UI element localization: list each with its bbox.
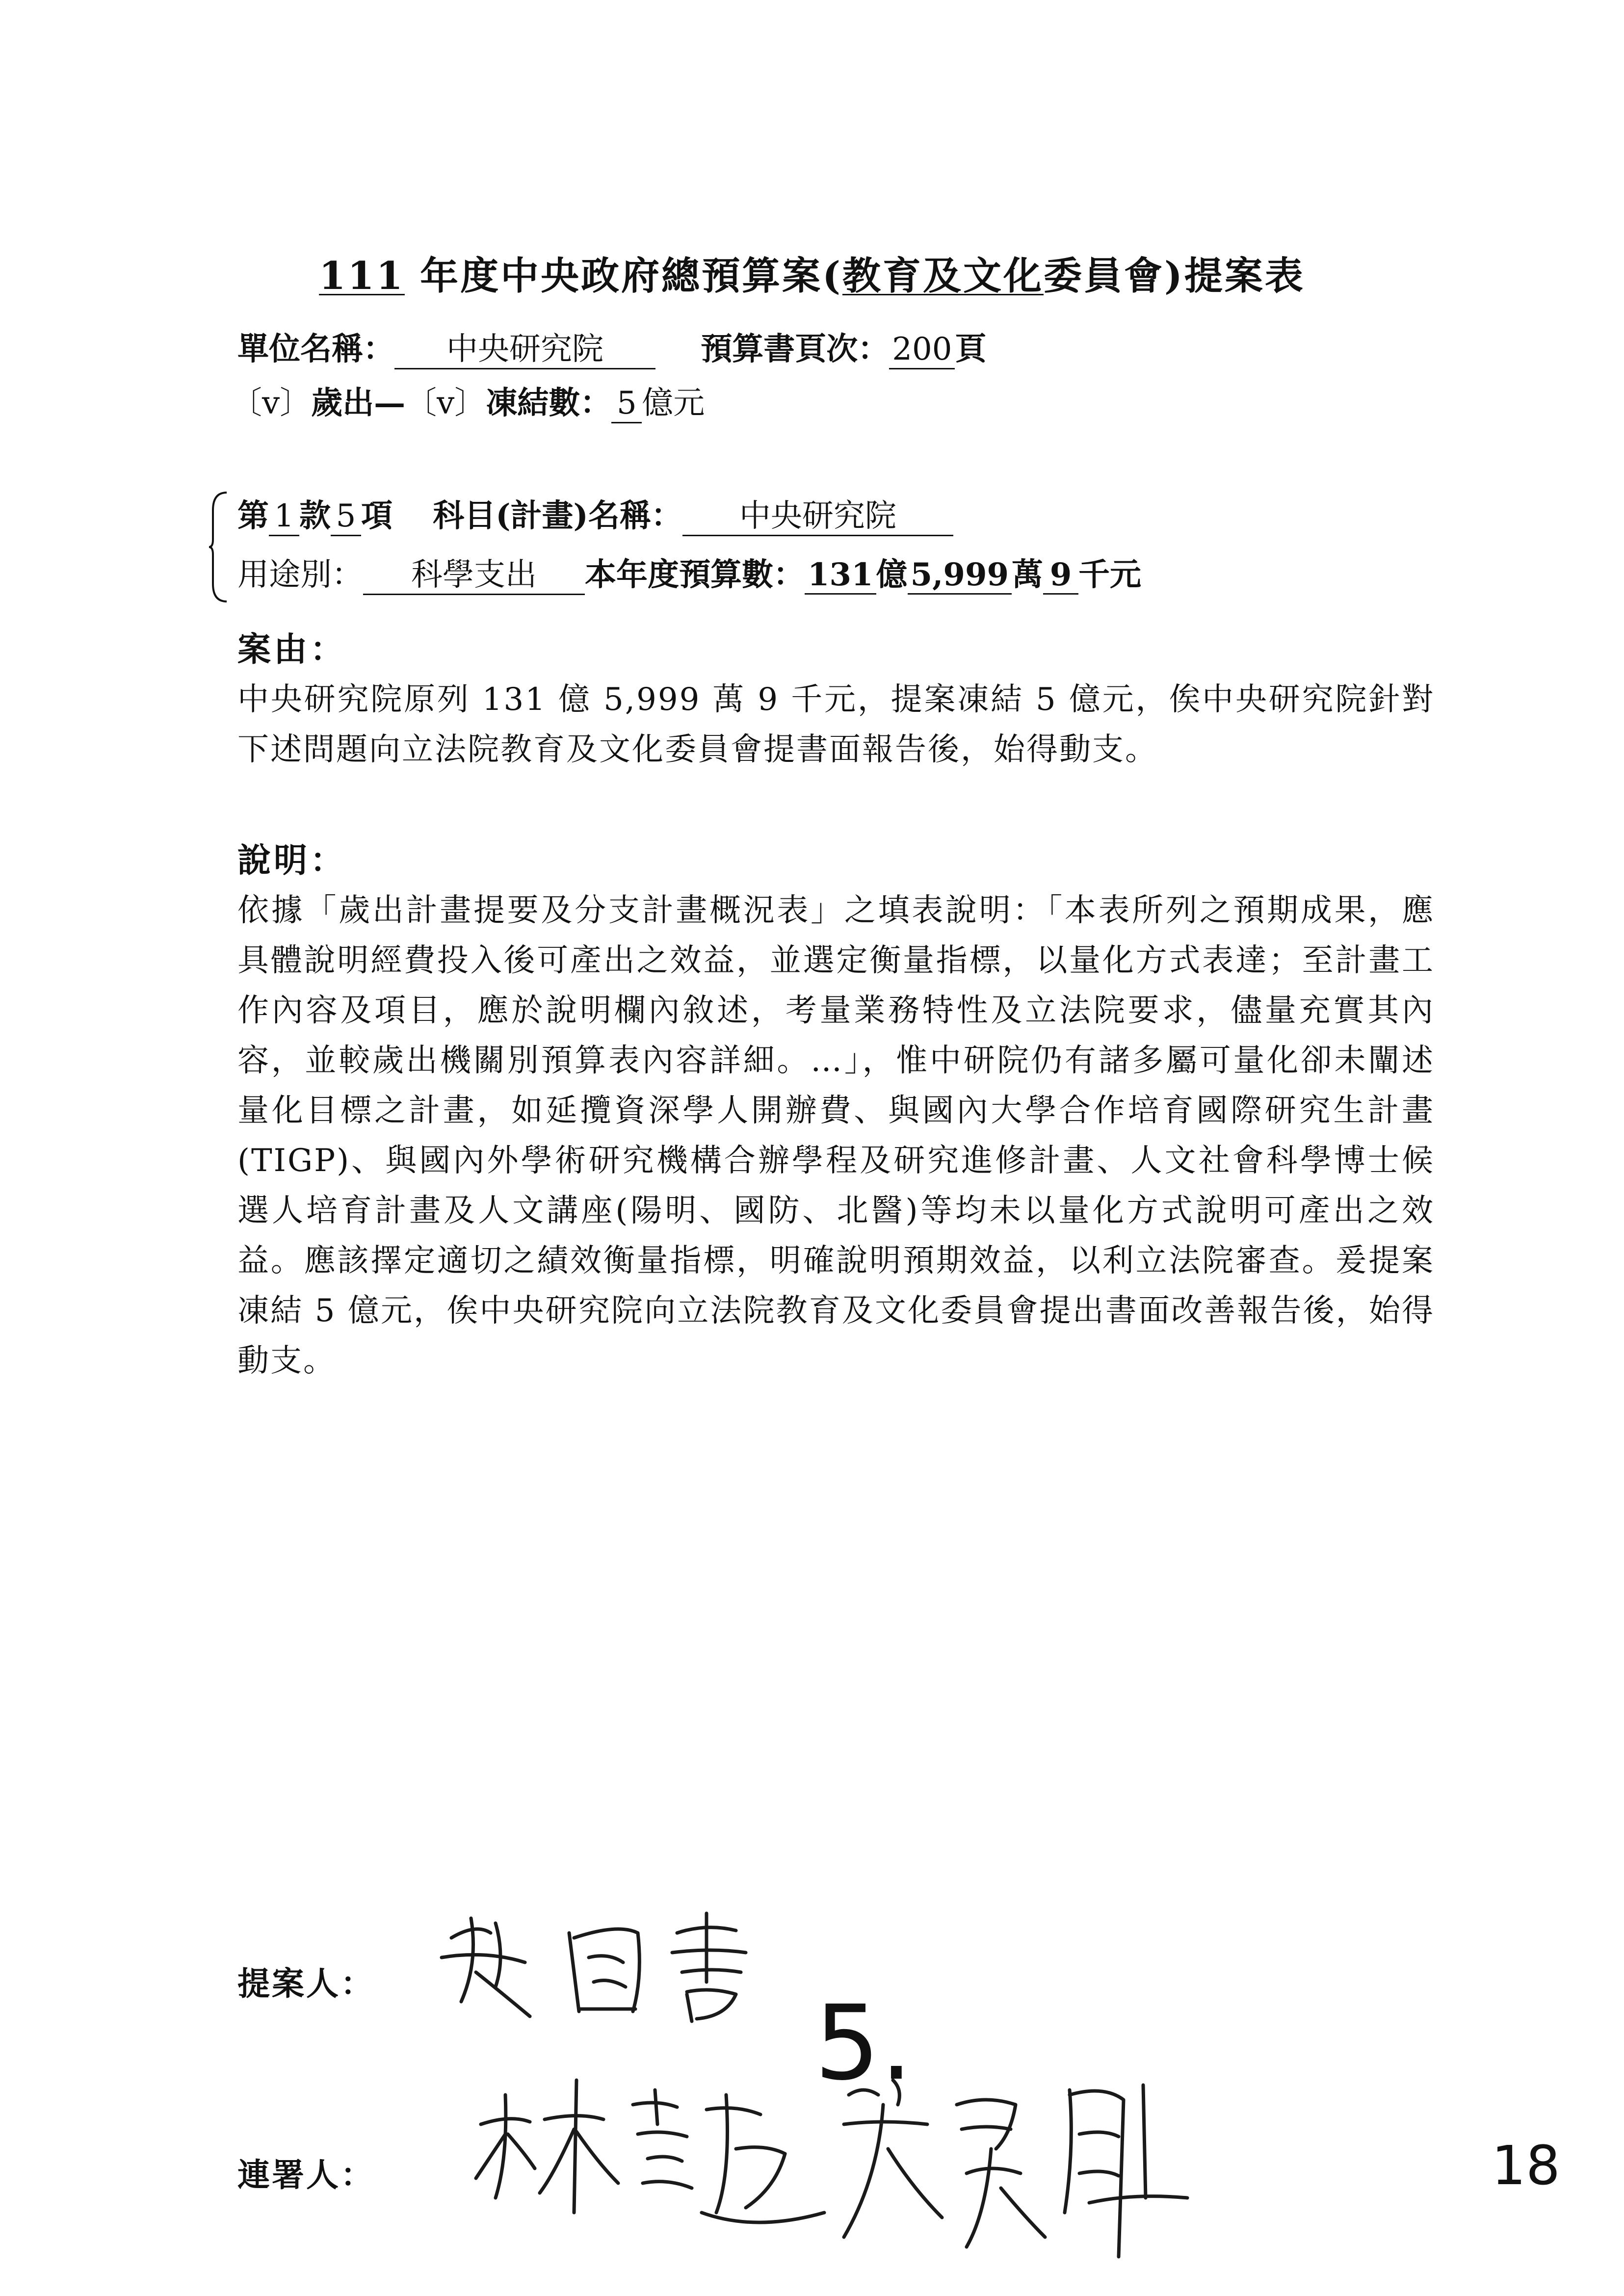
freeze-value: 5 xyxy=(611,386,642,423)
budget-line xyxy=(237,549,1141,595)
proposer-label: 提案人： xyxy=(237,1964,375,2003)
explanation-paragraph: 依據「歲出計畫提要及分支計畫概況表」之填表說明：「本表所列之預期成果，應具體說明經費投入後可產出之效益，並選定衡量指標，以量化方式表達；至計畫工作內容及項目，應於說明欄內敘述，考量業務特性及立法院要求，儘量充實其內容，並較歲出機關別預算表內容詳細。…」，惟中研院仍有諸多屬可量化卻未闡述量化目標之計畫，如延攬資深學人開辦費、與國內大學合作培育國際研究生計畫(TIGP)、與國內外學術研究機構合辦學程及研究進修計畫、人文社會科學博士候選人培育計畫及人文講座(陽明、國防、北醫)等均未以量化方式說明可產出之效益。應該擇定適切之績效衡量指標，明確說明預期效益，以利立法院審查。爰提案凍結 5 億元，俟中央研究院向立法院教育及文化委員會提出書面改善報告後，始得動支。 xyxy=(237,892,1435,1379)
expense-label: 歲出— xyxy=(311,385,406,421)
proposer-signature xyxy=(432,1904,805,2031)
cosigner-label: 連署人： xyxy=(237,2156,375,2194)
title-part-b: 委員會)提案表 xyxy=(1044,254,1305,298)
explanation-heading: 說明： xyxy=(237,841,347,880)
title-year: 111 xyxy=(319,254,405,298)
use-value: 科學支出 xyxy=(363,557,585,595)
checkbox-expense: 〔v〕 xyxy=(231,385,312,421)
explanation-text xyxy=(237,886,1435,1386)
page-suffix: 頁 xyxy=(955,331,987,367)
reason-paragraph: 中央研究院原列 131 億 5,999 萬 9 千元，提案凍結 5 億元，俟中央研究院針對下述問題向立法院教育及文化委員會提書面報告後，始得動支。 xyxy=(237,681,1435,768)
page-label: 預算書頁次： xyxy=(701,331,890,367)
unit-line xyxy=(237,324,986,369)
freeze-line xyxy=(231,378,705,423)
wan-label: 萬 xyxy=(1012,556,1043,593)
reason-text xyxy=(237,675,1435,775)
use-label: 用途別： xyxy=(237,557,363,593)
budget-label: 本年度預算數： xyxy=(585,556,805,593)
name-label: 科目(計畫)名稱： xyxy=(433,497,682,534)
qian-label: 千元 xyxy=(1078,556,1141,593)
budget-qian: 9 xyxy=(1043,557,1078,595)
budget-yi: 131 xyxy=(805,557,876,595)
page-title xyxy=(0,245,1624,300)
xiang-label: 項 xyxy=(361,497,393,534)
title-committee: 教育及文化 xyxy=(842,254,1044,298)
cosigner-signatures xyxy=(471,2051,1281,2286)
bracket-icon xyxy=(208,491,228,603)
kuan-label: 款 xyxy=(299,497,331,534)
subject-line xyxy=(237,491,953,536)
freeze-label: 凍結數： xyxy=(486,385,612,421)
unit-value: 中央研究院 xyxy=(394,332,655,369)
page-number: 18 xyxy=(1492,2134,1560,2197)
budget-wan: 5,999 xyxy=(908,557,1012,595)
title-part-a: 年度中央政府總預算案( xyxy=(404,254,842,298)
xiang-value: 5 xyxy=(331,498,361,536)
yi-label: 億 xyxy=(876,556,908,593)
page-value: 200 xyxy=(889,332,955,369)
number-mark: 5. xyxy=(814,1983,913,2103)
kuan-prefix: 第 xyxy=(237,497,269,534)
freeze-unit: 億元 xyxy=(642,385,705,421)
kuan-value: 1 xyxy=(269,498,299,536)
checkbox-freeze: 〔v〕 xyxy=(405,385,486,421)
reason-heading: 案由： xyxy=(237,630,347,669)
unit-label: 單位名稱： xyxy=(237,331,394,367)
name-value: 中央研究院 xyxy=(682,498,953,536)
